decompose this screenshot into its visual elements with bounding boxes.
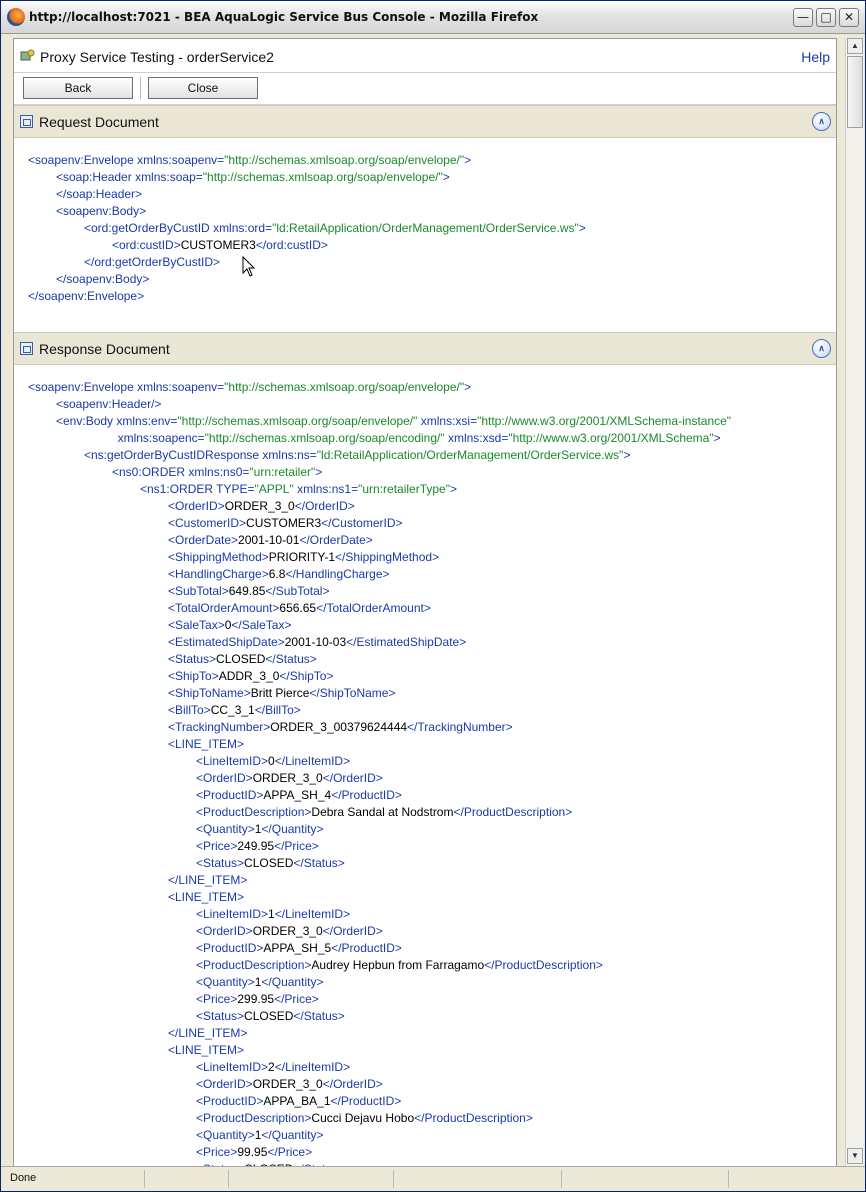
code-line <box>196 1009 345 1023</box>
response-section-header <box>14 332 836 365</box>
xml-tag: xmlns:soapenv= <box>137 153 225 167</box>
xml-tag: </BillTo> <box>254 703 301 717</box>
xml-tag: </Quantity> <box>261 1128 324 1142</box>
xml-tag: > <box>442 170 450 184</box>
attribute-value: "http://schemas.xmlsoap.org/soap/envelope/" <box>202 170 443 184</box>
xml-tag: <ShipTo> <box>168 669 219 683</box>
element-value: 649.85 <box>228 584 266 598</box>
xml-tag: xmlns:env= <box>116 414 178 428</box>
xml-tag: <Price> <box>196 839 238 853</box>
xml-tag: <soapenv:Envelope <box>28 153 138 167</box>
code-line <box>196 788 402 802</box>
vertical-scrollbar[interactable] <box>845 38 864 1166</box>
code-line <box>84 448 630 462</box>
code-line <box>168 703 301 717</box>
xml-tag: <LineItemID> <box>196 1060 269 1074</box>
xml-tag: <ord:getOrderByCustID <box>84 221 214 235</box>
element-value: 656.65 <box>279 601 317 615</box>
element-value: 299.95 <box>237 992 275 1006</box>
xml-tag: xmlns:soap= <box>135 170 203 184</box>
code-line <box>56 272 149 286</box>
service-testing-icon <box>20 49 35 62</box>
element-value: 6.8 <box>268 567 286 581</box>
code-line <box>196 1145 312 1159</box>
element-value: 1 <box>268 907 275 921</box>
page-header <box>14 39 836 73</box>
xml-tag: > <box>578 221 586 235</box>
code-line <box>28 289 144 303</box>
xml-tag: xmlns:ord= <box>213 221 273 235</box>
xml-tag: <HandlingCharge> <box>168 567 269 581</box>
element-value: ADDR_3_0 <box>218 669 280 683</box>
element-value: APPA_BA_1 <box>263 1094 331 1108</box>
code-line <box>84 255 220 269</box>
attribute-value: "http://schemas.xmlsoap.org/soap/envelope/" <box>224 153 465 167</box>
code-line <box>196 822 323 836</box>
element-value: ORDER_3_0 <box>224 499 295 513</box>
window-title: http://localhost:7021 - BEA AquaLogic Service Bus Console - Mozilla Firefox <box>29 10 539 24</box>
xml-tag: <ShipToName> <box>168 686 251 700</box>
close-window-button[interactable]: ✕ <box>839 8 859 27</box>
xml-tag: > <box>623 448 631 462</box>
xml-tag: </LineItemID> <box>274 754 351 768</box>
code-line <box>112 465 322 479</box>
xml-tag: <ProductDescription> <box>196 805 312 819</box>
element-value: PRIORITY-1 <box>268 550 335 564</box>
xml-tag: </ProductID> <box>331 788 402 802</box>
xml-tag: > <box>450 482 458 496</box>
xml-tag: </Quantity> <box>261 822 324 836</box>
scroll-down-arrow-icon[interactable]: ▼ <box>847 1148 863 1164</box>
xml-tag: </Quantity> <box>261 975 324 989</box>
scroll-thumb[interactable] <box>847 56 863 128</box>
code-line <box>56 397 161 411</box>
xml-tag: <LINE_ITEM> <box>168 1043 245 1057</box>
xml-tag: </OrderID> <box>294 499 355 513</box>
xml-tag: > <box>713 431 721 445</box>
minimize-button[interactable]: — <box>793 8 813 27</box>
element-value: 2001-10-01 <box>238 533 300 547</box>
xml-tag: <ShippingMethod> <box>168 550 269 564</box>
mouse-cursor-icon <box>242 256 256 278</box>
code-line <box>168 1043 244 1057</box>
status-text: Done <box>10 1172 37 1184</box>
element-value: 1 <box>254 822 262 836</box>
xml-tag: <Status> <box>168 652 217 666</box>
attribute-value: "ld:RetailApplication/OrderManagement/OrderService.ws" <box>272 221 579 235</box>
element-value: 2 <box>268 1060 275 1074</box>
xml-tag: </ProductID> <box>330 1094 402 1108</box>
code-line <box>28 380 471 394</box>
code-line <box>168 890 244 904</box>
xml-tag: <TrackingNumber> <box>168 720 271 734</box>
xml-tag: </Status> <box>265 652 317 666</box>
code-line <box>168 1026 247 1040</box>
xml-tag: <ord:custID> <box>112 238 181 252</box>
code-line <box>56 204 146 218</box>
code-line <box>196 941 402 955</box>
element-value: 1 <box>254 975 262 989</box>
code-line <box>196 1111 533 1125</box>
page-content <box>13 38 837 1167</box>
request-section-header <box>14 105 836 138</box>
code-line <box>168 499 355 513</box>
element-value: CUSTOMER3 <box>180 238 256 252</box>
xml-tag: <Quantity> <box>196 822 255 836</box>
xml-tag: </TotalOrderAmount> <box>316 601 431 615</box>
attribute-value: "http://schemas.xmlsoap.org/soap/envelope/" <box>177 414 421 428</box>
xml-tag: <OrderDate> <box>168 533 239 547</box>
xml-tag: <CustomerID> <box>168 516 247 530</box>
element-value: Debra Sandal at Nodstrom <box>311 805 454 819</box>
code-line <box>196 856 345 870</box>
button-separator <box>140 77 141 99</box>
element-value: CC_3_1 <box>210 703 255 717</box>
xml-tag: <OrderID> <box>196 924 253 938</box>
xml-tag: </OrderDate> <box>299 533 373 547</box>
code-line <box>168 635 466 649</box>
xml-tag: </LINE_ITEM> <box>168 873 248 887</box>
element-value: CLOSED <box>216 652 266 666</box>
code-line <box>168 686 395 700</box>
code-line <box>168 516 403 530</box>
xml-tag: </CustomerID> <box>321 516 403 530</box>
element-value: ORDER_3_0 <box>252 771 323 785</box>
code-line <box>168 533 373 547</box>
xml-tag: <LINE_ITEM> <box>168 890 245 904</box>
xml-tag: <Price> <box>196 992 238 1006</box>
xml-tag: <ProductDescription> <box>196 958 312 972</box>
element-value: Britt Pierce <box>250 686 310 700</box>
code-line <box>168 669 333 683</box>
xml-tag: <EstimatedShipDate> <box>168 635 285 649</box>
xml-tag: </HandlingCharge> <box>285 567 390 581</box>
collapse-chevron-icon[interactable]: ∧ <box>812 112 831 131</box>
xml-tag: <Quantity> <box>196 1128 255 1142</box>
back-button[interactable]: Back <box>23 77 133 99</box>
xml-tag: <SaleTax> <box>168 618 225 632</box>
code-line <box>168 618 291 632</box>
xml-tag: <soapenv:Envelope <box>28 380 138 394</box>
collapse-chevron-icon[interactable]: ∧ <box>812 339 831 358</box>
xml-tag: <ns0:ORDER <box>112 465 189 479</box>
help-link[interactable]: Help <box>801 49 830 65</box>
attribute-value: "http://www.w3.org/2001/XMLSchema" <box>508 431 714 445</box>
element-value: 1 <box>254 1128 262 1142</box>
xml-tag: xmlns:soapenc= <box>117 431 205 445</box>
xml-tag: > <box>315 465 323 479</box>
xml-tag: </Status> <box>293 1009 345 1023</box>
xml-tag: <soap:Header <box>56 170 136 184</box>
code-line <box>28 153 471 167</box>
code-line <box>118 431 721 445</box>
xml-tag: </SubTotal> <box>265 584 330 598</box>
xml-tag: > <box>464 153 472 167</box>
xml-tag: </OrderID> <box>322 771 383 785</box>
xml-tag: </Status> <box>293 856 345 870</box>
xml-tag: <SubTotal> <box>168 584 229 598</box>
code-line <box>168 550 439 564</box>
xml-tag: </ShipToName> <box>309 686 396 700</box>
attribute-value: "http://www.w3.org/2001/XMLSchema-instance" <box>477 414 732 428</box>
xml-tag: </Price> <box>267 1145 313 1159</box>
code-line <box>56 170 450 184</box>
xml-tag: xmlns:ns= <box>262 448 317 462</box>
xml-tag: </ord:getOrderByCustID> <box>84 255 221 269</box>
element-value: APPA_SH_5 <box>263 941 332 955</box>
xml-tag: <LineItemID> <box>196 754 269 768</box>
code-line <box>112 238 328 252</box>
code-line <box>168 567 390 581</box>
element-value: 2001-10-03 <box>284 635 347 649</box>
code-line <box>196 771 383 785</box>
xml-tag: <ProductID> <box>196 1094 264 1108</box>
xml-tag: </ProductDescription> <box>414 1111 533 1125</box>
xml-tag: <OrderID> <box>196 771 253 785</box>
code-line <box>196 958 603 972</box>
code-line <box>196 1128 323 1142</box>
xml-tag: <ProductID> <box>196 941 264 955</box>
code-line <box>196 839 319 853</box>
status-divider <box>144 1170 145 1188</box>
code-line <box>196 1060 350 1074</box>
xml-tag: </soapenv:Body> <box>56 272 150 286</box>
close-button[interactable]: Close <box>148 77 258 99</box>
element-value: Audrey Hepbun from Farragamo <box>311 958 485 972</box>
status-divider <box>393 1170 394 1188</box>
xml-tag: <ns1:ORDER <box>140 482 217 496</box>
xml-tag: TYPE= <box>216 482 255 496</box>
xml-tag: </soapenv:Envelope> <box>28 289 145 303</box>
code-line <box>196 754 350 768</box>
code-line <box>168 737 244 751</box>
xml-tag: <Status> <box>196 1009 245 1023</box>
code-line <box>196 975 323 989</box>
code-line <box>196 1094 401 1108</box>
xml-tag: <OrderID> <box>196 1077 253 1091</box>
page-title: Proxy Service Testing - orderService2 <box>40 49 274 65</box>
firefox-icon <box>7 8 25 26</box>
title-bar[interactable] <box>1 1 865 34</box>
code-line <box>196 907 350 921</box>
xml-tag: </ProductDescription> <box>484 958 603 972</box>
element-value: CLOSED <box>244 1009 294 1023</box>
code-line <box>84 221 586 235</box>
xml-tag: <ProductDescription> <box>196 1111 312 1125</box>
xml-tag: <soapenv:Header/> <box>56 397 162 411</box>
xml-tag: <ns:getOrderByCustIDResponse <box>84 448 263 462</box>
xml-tag: </TrackingNumber> <box>407 720 513 734</box>
xml-tag: <env:Body <box>56 414 117 428</box>
attribute-value: "APPL" <box>254 482 298 496</box>
xml-tag: <OrderID> <box>168 499 225 513</box>
code-line <box>56 414 731 428</box>
xml-tag: xmlns:xsd= <box>447 431 509 445</box>
attribute-value: "ld:RetailApplication/OrderManagement/OrderService.ws" <box>316 448 624 462</box>
code-line <box>196 805 572 819</box>
code-line <box>196 924 383 938</box>
response-section-title: Response Document <box>39 341 170 357</box>
xml-tag: > <box>464 380 472 394</box>
scroll-up-arrow-icon[interactable]: ▲ <box>847 38 863 54</box>
element-value: ORDER_3_0 <box>252 924 323 938</box>
code-line <box>196 992 319 1006</box>
document-icon <box>20 115 33 128</box>
xml-tag: </Price> <box>274 839 319 853</box>
element-value: 0 <box>224 618 232 632</box>
code-line <box>56 187 142 201</box>
button-bar <box>14 73 836 105</box>
element-value: Cucci Dejavu Hobo <box>311 1111 415 1125</box>
code-line <box>168 601 431 615</box>
element-value: APPA_SH_4 <box>263 788 332 802</box>
xml-tag: </LineItemID> <box>274 907 351 921</box>
element-value: 99.95 <box>237 1145 268 1159</box>
attribute-value: "urn:retailer" <box>249 465 316 479</box>
element-value: ORDER_3_0 <box>252 1077 323 1091</box>
code-line <box>196 1077 383 1091</box>
xml-tag: </ShippingMethod> <box>335 550 440 564</box>
attribute-value: "http://schemas.xmlsoap.org/soap/encoding/" <box>204 431 448 445</box>
element-value: 249.95 <box>237 839 275 853</box>
code-line <box>140 482 457 496</box>
xml-tag: </LineItemID> <box>274 1060 351 1074</box>
xml-tag: xmlns:xsi= <box>420 414 478 428</box>
xml-tag: <LineItemID> <box>196 907 269 921</box>
document-icon <box>20 342 33 355</box>
code-line <box>168 873 247 887</box>
xml-tag: <TotalOrderAmount> <box>168 601 280 615</box>
element-value: 0 <box>268 754 275 768</box>
xml-tag: <LINE_ITEM> <box>168 737 245 751</box>
xml-tag: </OrderID> <box>322 924 383 938</box>
xml-tag: </ProductDescription> <box>453 805 573 819</box>
xml-tag: </Price> <box>274 992 319 1006</box>
xml-tag: <Price> <box>196 1145 238 1159</box>
element-value: CLOSED <box>244 856 294 870</box>
xml-tag: </ProductID> <box>331 941 402 955</box>
attribute-value: "http://schemas.xmlsoap.org/soap/envelope/" <box>224 380 465 394</box>
status-divider <box>728 1170 729 1188</box>
xml-tag: xmlns:ns1= <box>297 482 359 496</box>
xml-tag: <Status> <box>196 856 245 870</box>
xml-tag: </EstimatedShipDate> <box>346 635 467 649</box>
code-line <box>168 584 329 598</box>
request-section-title: Request Document <box>39 114 159 130</box>
xml-tag: </SaleTax> <box>231 618 292 632</box>
xml-tag: xmlns:soapenv= <box>137 380 225 394</box>
xml-tag: </ord:custID> <box>255 238 328 252</box>
element-value: ORDER_3_00379624444 <box>270 720 408 734</box>
xml-tag: </LINE_ITEM> <box>168 1026 248 1040</box>
xml-tag: </ShipTo> <box>279 669 334 683</box>
element-value: CUSTOMER3 <box>246 516 322 530</box>
xml-tag: </soap:Header> <box>56 187 143 201</box>
xml-tag: xmlns:ns0= <box>188 465 250 479</box>
xml-tag: <ProductID> <box>196 788 264 802</box>
status-divider <box>228 1170 229 1188</box>
attribute-value: "urn:retailerType" <box>358 482 450 496</box>
code-line <box>168 720 513 734</box>
maximize-button[interactable]: □ <box>816 8 836 27</box>
xml-tag: <soapenv:Body> <box>56 204 147 218</box>
xml-tag: <Quantity> <box>196 975 255 989</box>
status-bar <box>1 1166 865 1191</box>
code-line <box>168 652 317 666</box>
xml-tag: <BillTo> <box>168 703 211 717</box>
xml-tag: </OrderID> <box>322 1077 383 1091</box>
status-divider <box>561 1170 562 1188</box>
